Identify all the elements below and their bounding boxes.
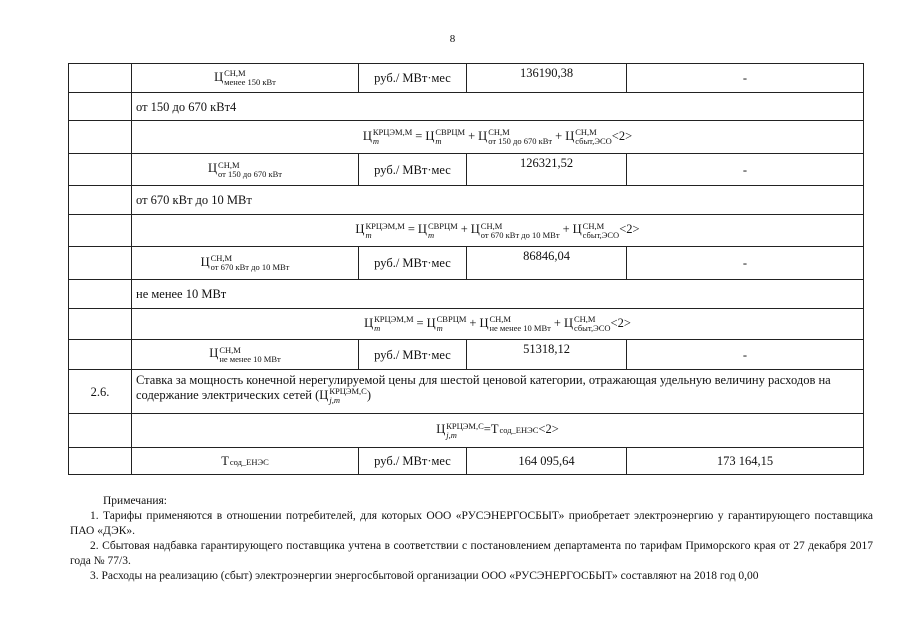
value2-cell: -: [627, 340, 864, 370]
range-heading: от 150 до 670 кВт4: [132, 93, 864, 121]
notes-section: [70, 494, 873, 584]
value2-cell: 173 164,15: [627, 448, 864, 475]
symbol-cell: Т сод_ЕНЭС: [132, 448, 359, 475]
symbol-cell: Ц СН,М не менее 10 МВт: [132, 340, 359, 370]
table-row: [69, 414, 864, 448]
unit-cell: руб./ МВт·мес: [359, 247, 467, 280]
empty-cell: [69, 340, 132, 370]
note-3: 3. Расходы на реализацию (сбыт) электроэнергии энергосбытовой организации ООО «РУСЭНЕРГОСБЫТ» составляют на 2018 год 0,00: [90, 570, 759, 582]
note-2: 2. Сбытовая надбавка гарантирующего поставщика учтена в соответствии с постановлением департамента по тарифам Приморского края от 27 декабря 2017 года № 77/3.: [70, 540, 873, 567]
formula-cell: Ц КРЦЭМ,М m = Ц СВРЦМ m + Ц СН,М от 150 до 670 кВт + Ц СН,М сбыт,ЭСО <2>: [132, 121, 864, 154]
note-1: 1. Тарифы применяются в отношении потребителей, для которых ООО «РУСЭНЕРГОСБЫТ» приобретает электроэнергию у гарантирующего поставщика ПАО «ДЭК».: [70, 510, 873, 537]
value2-cell: -: [627, 154, 864, 186]
symbol-cell: Ц СН,М менее 150 кВт: [132, 64, 359, 93]
empty-cell: [69, 64, 132, 93]
empty-cell: [69, 121, 132, 154]
table-row: [69, 215, 864, 247]
unit-cell: руб./ МВт·мес: [359, 154, 467, 186]
formula-cell: Ц КРЦЭМ,М m = Ц СВРЦМ m + Ц СН,М от 670 кВт до 10 МВт + Ц СН,М сбыт,ЭСО <2>: [132, 215, 864, 247]
notes-heading: Примечания:: [103, 495, 167, 507]
table-row: [69, 247, 864, 280]
value2-cell: -: [627, 64, 864, 93]
table-row: [69, 186, 864, 215]
empty-cell: [69, 280, 132, 309]
formula-cell: Ц КРЦЭМ,С j,m =Т сод_ЕНЭС <2>: [132, 414, 864, 448]
table-row: [69, 93, 864, 121]
section-description: Ставка за мощность конечной нерегулируемой цены для шестой ценовой категории, отражающая удельную величину расходов на содержание электрических сетей (Ц КРЦЭМ,С j,m ): [132, 370, 864, 414]
table-row: [69, 280, 864, 309]
table-row: [69, 121, 864, 154]
formula-cell: Ц КРЦЭМ,М m = Ц СВРЦМ m + Ц СН,М не менее 10 МВт + Ц СН,М сбыт,ЭСО <2>: [132, 309, 864, 340]
empty-cell: [69, 309, 132, 340]
table-row: [69, 340, 864, 370]
table-row: [69, 448, 864, 475]
symbol-cell: Ц СН,М от 150 до 670 кВт: [132, 154, 359, 186]
table-row: [69, 309, 864, 340]
empty-cell: [69, 448, 132, 475]
empty-cell: [69, 186, 132, 215]
empty-cell: [69, 215, 132, 247]
section-number: 2.6.: [69, 370, 132, 414]
range-heading: от 670 кВт до 10 МВт: [132, 186, 864, 215]
value-cell: 136190,38: [467, 64, 627, 93]
table-row: [69, 154, 864, 186]
empty-cell: [69, 247, 132, 280]
unit-cell: руб./ МВт·мес: [359, 64, 467, 93]
value-cell: 86846,04: [467, 247, 627, 280]
symbol-cell: Ц СН,М от 670 кВт до 10 МВт: [132, 247, 359, 280]
tariff-table: [68, 63, 864, 475]
range-heading: не менее 10 МВт: [132, 280, 864, 309]
table-row: [69, 64, 864, 93]
value2-cell: -: [627, 247, 864, 280]
unit-cell: руб./ МВт·мес: [359, 448, 467, 475]
page-number: 8: [449, 33, 456, 45]
empty-cell: [69, 414, 132, 448]
empty-cell: [69, 154, 132, 186]
value-cell: 164 095,64: [467, 448, 627, 475]
unit-cell: руб./ МВт·мес: [359, 340, 467, 370]
table-row: [69, 370, 864, 414]
value-cell: 51318,12: [467, 340, 627, 370]
value-cell: 126321,52: [467, 154, 627, 186]
empty-cell: [69, 93, 132, 121]
